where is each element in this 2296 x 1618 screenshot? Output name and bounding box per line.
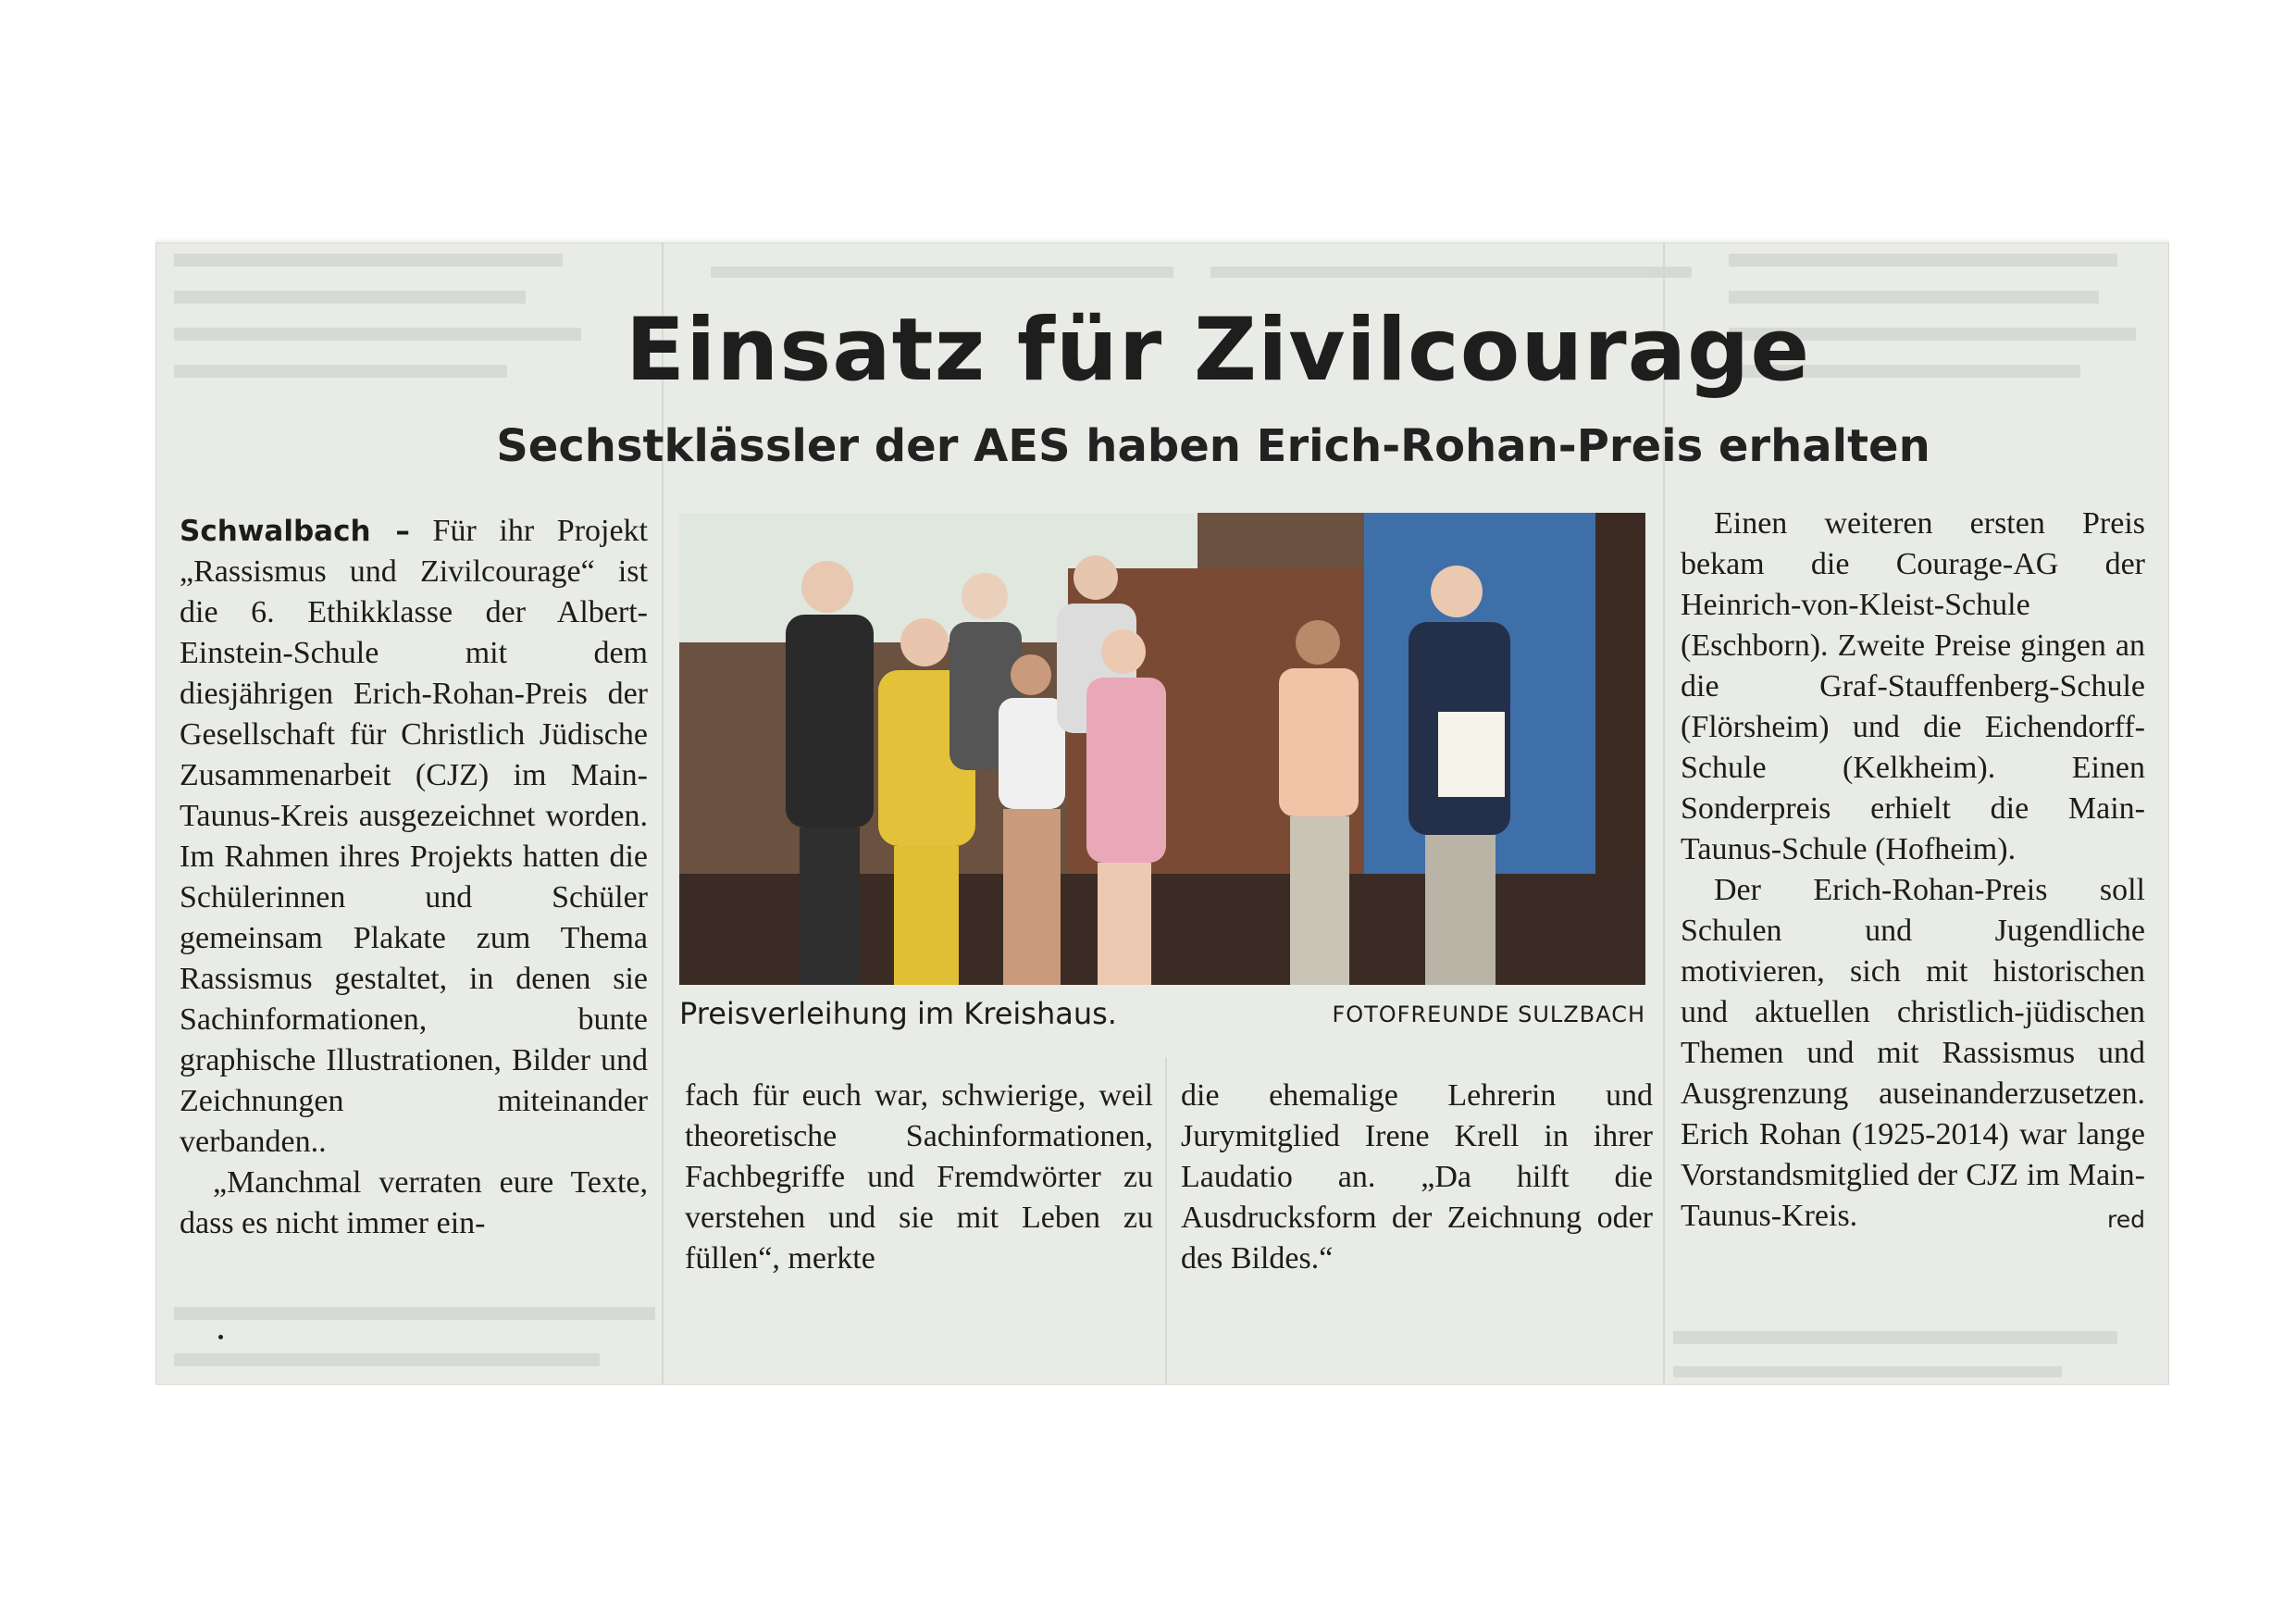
- print-speck: [218, 1335, 223, 1339]
- dateline: Schwalbach –: [180, 515, 410, 548]
- paragraph-1-text: Für ihr Projekt „Rassismus und Zivilcourage“ ist die 6. Ethikklasse der Albert-Einstein-Schule mit dem diesjährigen Erich-Rohan-Preis der Gesellschaft für Christlich Jüdische Zusammenarbeit (CJZ) im Main-Taunus-Kreis ausgezeichnet worden. Im Rahmen ihres Projekts hatten die Schülerinnen und Schüler gemeinsam Plakate zum Thema Rassismus gestaltet, in denen sie Sachinformationen, bunte graphische Illustrationen, Bilder und Zeichnungen miteinander verbanden..: [180, 514, 648, 1159]
- photo-caption: [679, 996, 1645, 1033]
- caption-text: Preisverleihung im Kreishaus.: [679, 996, 1117, 1031]
- article-column-1: [180, 511, 648, 1244]
- paragraph-3: fach für euch war, schwierige, weil theoretische Sachinformationen, Fachbegriffe und Fremdwörter zu verstehen und sie mit Leben zu füllen“, merkte: [685, 1078, 1153, 1276]
- headline: Einsatz für Zivilcourage: [625, 300, 1811, 401]
- paragraph-4: die ehemalige Lehrerin und Jurymitglied Irene Krell in ihrer Laudatio an. „Da hilft die Ausdrucksform der Zeichnung oder des Bildes.“: [1181, 1078, 1653, 1276]
- photo-credit: FOTOFREUNDE SULZBACH: [1332, 1002, 1645, 1027]
- photo-illustration: [679, 513, 1645, 985]
- author-signature: red: [2107, 1206, 2145, 1233]
- paragraph-1: [180, 511, 648, 1163]
- award-ceremony-photo: [679, 513, 1645, 985]
- newspaper-clipping: [155, 243, 2169, 1385]
- article-column-4: [1681, 504, 2145, 1240]
- article-column-3: [1181, 1076, 1653, 1279]
- article-column-2: [685, 1076, 1153, 1279]
- paragraph-5: Einen weiteren ersten Preis bekam die Courage-AG der Heinrich-von-Kleist-Schule (Eschborn). Zweite Preise gingen an die Graf-Stauffenberg-Schule (Flörsheim) und die Eichendorff-Schule (Kelkheim). Einen Sonderpreis erhielt die Main-Taunus-Schule (Hofheim).: [1681, 506, 2145, 866]
- paragraph-2: „Manchmal verraten eure Texte, dass es nicht immer ein-: [180, 1165, 648, 1240]
- subheadline: Sechstklässler der AES haben Erich-Rohan-Preis erhalten: [496, 420, 1930, 472]
- paragraph-6: Der Erich-Rohan-Preis soll Schulen und Jugendliche motivieren, sich mit historischen und aktuellen christlich-jüdischen Themen und mit Rassismus und Ausgrenzung auseinanderzusetzen. Erich Rohan (1925-2014) war lange Vorstandsmitglied der CJZ im Main-Taunus-Kreis.: [1681, 873, 2145, 1233]
